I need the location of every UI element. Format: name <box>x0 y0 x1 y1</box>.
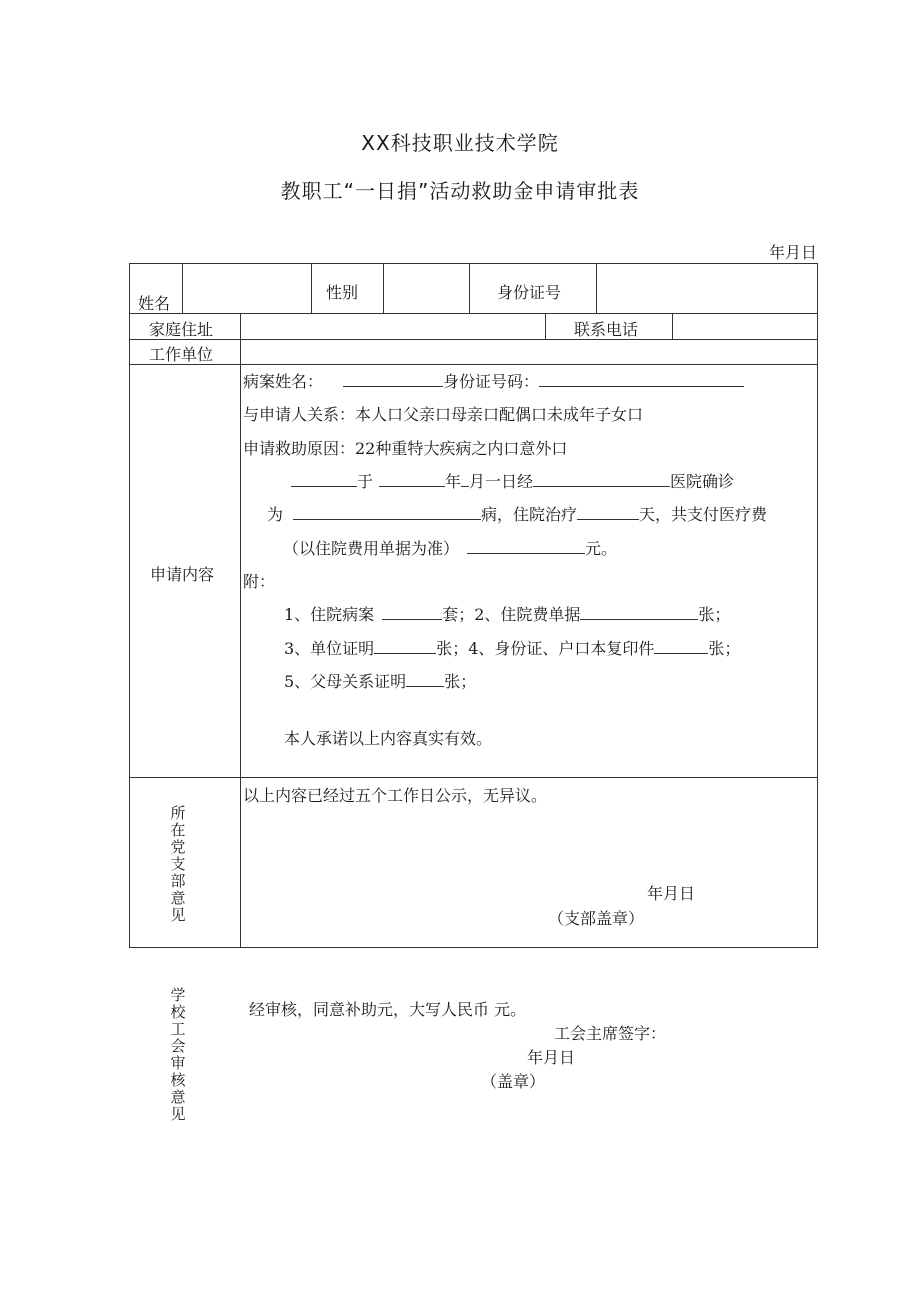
attach-line-3 <box>284 669 476 692</box>
union-label: 学校工会审核意见 <box>170 986 186 1123</box>
union-date: 年月日 <box>527 1048 576 1067</box>
zhang-text-1: 张； <box>698 605 731 624</box>
yuan-text: 元。 <box>585 539 618 558</box>
name-label: 姓名 <box>138 294 171 313</box>
branch-text: 以上内容已经过五个工作日公示，无异议。 <box>243 786 548 805</box>
patient-name-line <box>243 369 744 392</box>
receipt-basis-text: （以住院费用单据为准） <box>283 539 460 558</box>
union-signature: 工会主席签字： <box>554 1024 667 1043</box>
branch-date: 年月日 <box>647 884 696 903</box>
id-number-label: 身份证号 <box>497 283 562 302</box>
days-blank[interactable] <box>577 504 639 520</box>
attach-line-2 <box>284 636 740 659</box>
union-text: 经审核，同意补助元，大写人民币 元。 <box>249 1000 527 1019</box>
branch-label: 所在党支部意见 <box>170 804 186 924</box>
reason-line: 申请救助原因：22种重特大疾病之内口意外口 <box>243 439 568 458</box>
id-number-field[interactable] <box>597 264 816 312</box>
application-label: 申请内容 <box>150 565 215 584</box>
employer-field[interactable] <box>241 340 816 363</box>
diagnosis-person-blank[interactable] <box>291 471 357 487</box>
month-day-text: 月一日经 <box>469 472 534 491</box>
employer-label: 工作单位 <box>149 345 214 364</box>
union-seal: （盖章） <box>481 1072 546 1091</box>
hospital-blank[interactable] <box>533 471 670 487</box>
phone-field[interactable] <box>673 314 816 338</box>
attach-line-1 <box>284 602 730 625</box>
patient-name-blank[interactable] <box>343 371 443 387</box>
attachments-label: 附： <box>243 572 276 591</box>
phone-label: 联系电话 <box>574 320 639 339</box>
address-field[interactable] <box>241 314 544 338</box>
attach-1-text: 1、住院病案 <box>284 605 375 624</box>
hospital-text: 医院确诊 <box>670 472 735 491</box>
school-title: XX科技职业技术学院 <box>361 131 559 155</box>
unit-proof-blank[interactable] <box>374 638 436 654</box>
attach-2-text: 套；2、住院费单据 <box>442 605 581 624</box>
year-text: 年 <box>445 472 462 491</box>
gender-field[interactable] <box>384 264 468 312</box>
cost-blank[interactable] <box>467 538 585 554</box>
address-label: 家庭住址 <box>149 320 214 339</box>
id-code-label: 身份证号码： <box>443 372 540 391</box>
relation-line: 与申请人关系：本人口父亲口母亲口配偶口未成年子女口 <box>243 405 644 424</box>
zhang-text-2: 张； <box>708 639 741 658</box>
branch-seal: （支部盖章） <box>548 909 645 928</box>
receipts-blank[interactable] <box>580 604 698 620</box>
patient-name-label: 病案姓名： <box>243 372 324 391</box>
wei-text: 为 <box>267 505 284 524</box>
attach-4-text: 张；4、身份证、户口本复印件 <box>436 639 655 658</box>
illness-text: 病，住院治疗 <box>481 505 578 524</box>
days-text: 天，共支付医疗费 <box>639 505 768 524</box>
month-blank[interactable] <box>461 471 469 487</box>
form-title: 教职工“一日捐”活动救助金申请审批表 <box>280 179 640 203</box>
id-copy-blank[interactable] <box>654 638 708 654</box>
illness-line <box>267 502 767 525</box>
attach-5-text: 5、父母关系证明 <box>284 672 407 691</box>
parent-proof-blank[interactable] <box>406 671 444 687</box>
diagnosis-line <box>291 469 734 492</box>
cost-line <box>283 536 617 559</box>
id-code-blank[interactable] <box>539 371 744 387</box>
yu-text: 于 <box>357 472 374 491</box>
form-date: 年月日 <box>768 243 817 262</box>
year-blank[interactable] <box>379 471 445 487</box>
gender-label: 性别 <box>326 283 359 302</box>
promise-text: 本人承诺以上内容真实有效。 <box>284 729 493 748</box>
attach-3-text: 3、单位证明 <box>284 639 375 658</box>
case-file-blank[interactable] <box>382 604 442 620</box>
zhang-text-3: 张； <box>444 672 477 691</box>
name-field[interactable] <box>183 264 310 312</box>
illness-blank[interactable] <box>293 504 481 520</box>
